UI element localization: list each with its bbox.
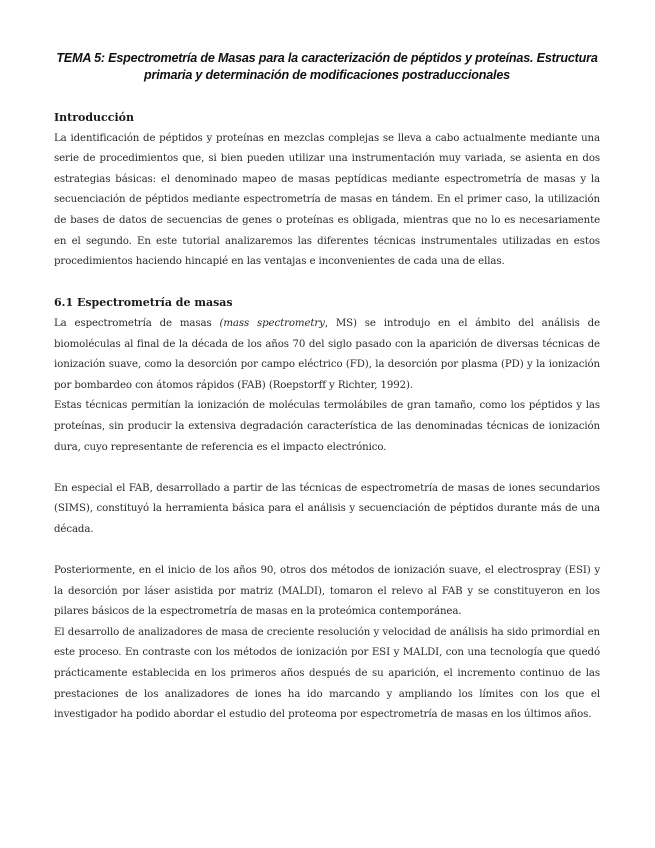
spacer [54,540,600,561]
section-heading-espectrometria: 6.1 Espectrometría de masas [54,296,233,310]
ms-paragraph-3: En especial el FAB, desarrollado a partir de las técnicas de espectrometría de masas de iones secundarios (SIMS), constituyó la herramienta básica para el análisis y secuenciación de péptidos durante más de una década. [54,482,600,535]
intro-paragraph: La identificación de péptidos y proteínas en mezclas complejas se lleva a cabo actualmente mediante una serie de procedimientos que, si bien pueden utilizar una instrumentación muy variada, se asienta en dos estrategias básicas: el denominado mapeo de masas peptídicas mediante espectrometría de masas y la secuenciación de péptidos mediante espectrometría de masas en tándem. En el primer caso, la utilización de bases de datos de secuencias de genes o proteínas es obligada, mientras que no lo es necesariamente en el segundo. En este tutorial analizaremos las diferentes técnicas instrumentales utilizadas en estos procedimientos haciendo hincapié en las ventajas e inconvenientes de cada una de ellas. [54,132,600,268]
ms-paragraph-4: Posteriormente, en el inicio de los años 90, otros dos métodos de ionización suave, el electrospray (ESI) y la desorción por láser asistida por matriz (MALDI), tomaron el relevo al FAB y se constituyeron en los pilares básicos de la espectrometría de masas en la proteómica contemporánea. [54,565,600,618]
ms-paragraph-1-end: , MS) se introdujo en el ámbito del análisis de biomoléculas al final de la década de los años 70 del siglo pasado con la aparición de diversas técnicas de ionización suave, como la desorción por campo eléctrico (FD), la desorción por plasma (PD) y la ionización por bombardeo con átomos rápidos (FAB) (Roepstorff y Richter, 1992). [54,317,600,391]
ms-term-italic: (mass spectrometry [219,317,325,329]
ms-paragraph-1-start: La espectrometría de masas [54,317,220,329]
section-heading-introduccion: Introducción [54,111,134,124]
spacer [54,273,600,294]
spacer [54,458,600,479]
ms-paragraph-5: El desarrollo de analizadores de masa de creciente resolución y velocidad de análisis ha sido primordial en este proceso. En contraste con los métodos de ionización por ESI y MALDI, con una tecnología que quedó prácticamente establecida en los primeros años después de su aparición, el incremento continuo de las prestaciones de los analizadores de iones ha ido marcando y ampliando los límites con los que el investigador ha podido abordar el estudio del proteoma por espectrometría de masas en los últimos años. [54,626,600,721]
ms-paragraph-1 [54,314,600,396]
document-title: TEMA 5: Espectrometría de Masas para la caracterización de péptidos y proteínas. Estructura primaria y determinación de modificaciones postraduccionales [56,51,598,82]
ms-paragraph-2: Estas técnicas permitían la ionización de moléculas termolábiles de gran tamaño, como los péptidos y las proteínas, sin producir la extensiva degradación característica de las denominadas técnicas de ionización dura, cuyo representante de referencia es el impacto electrónico. [54,400,600,453]
